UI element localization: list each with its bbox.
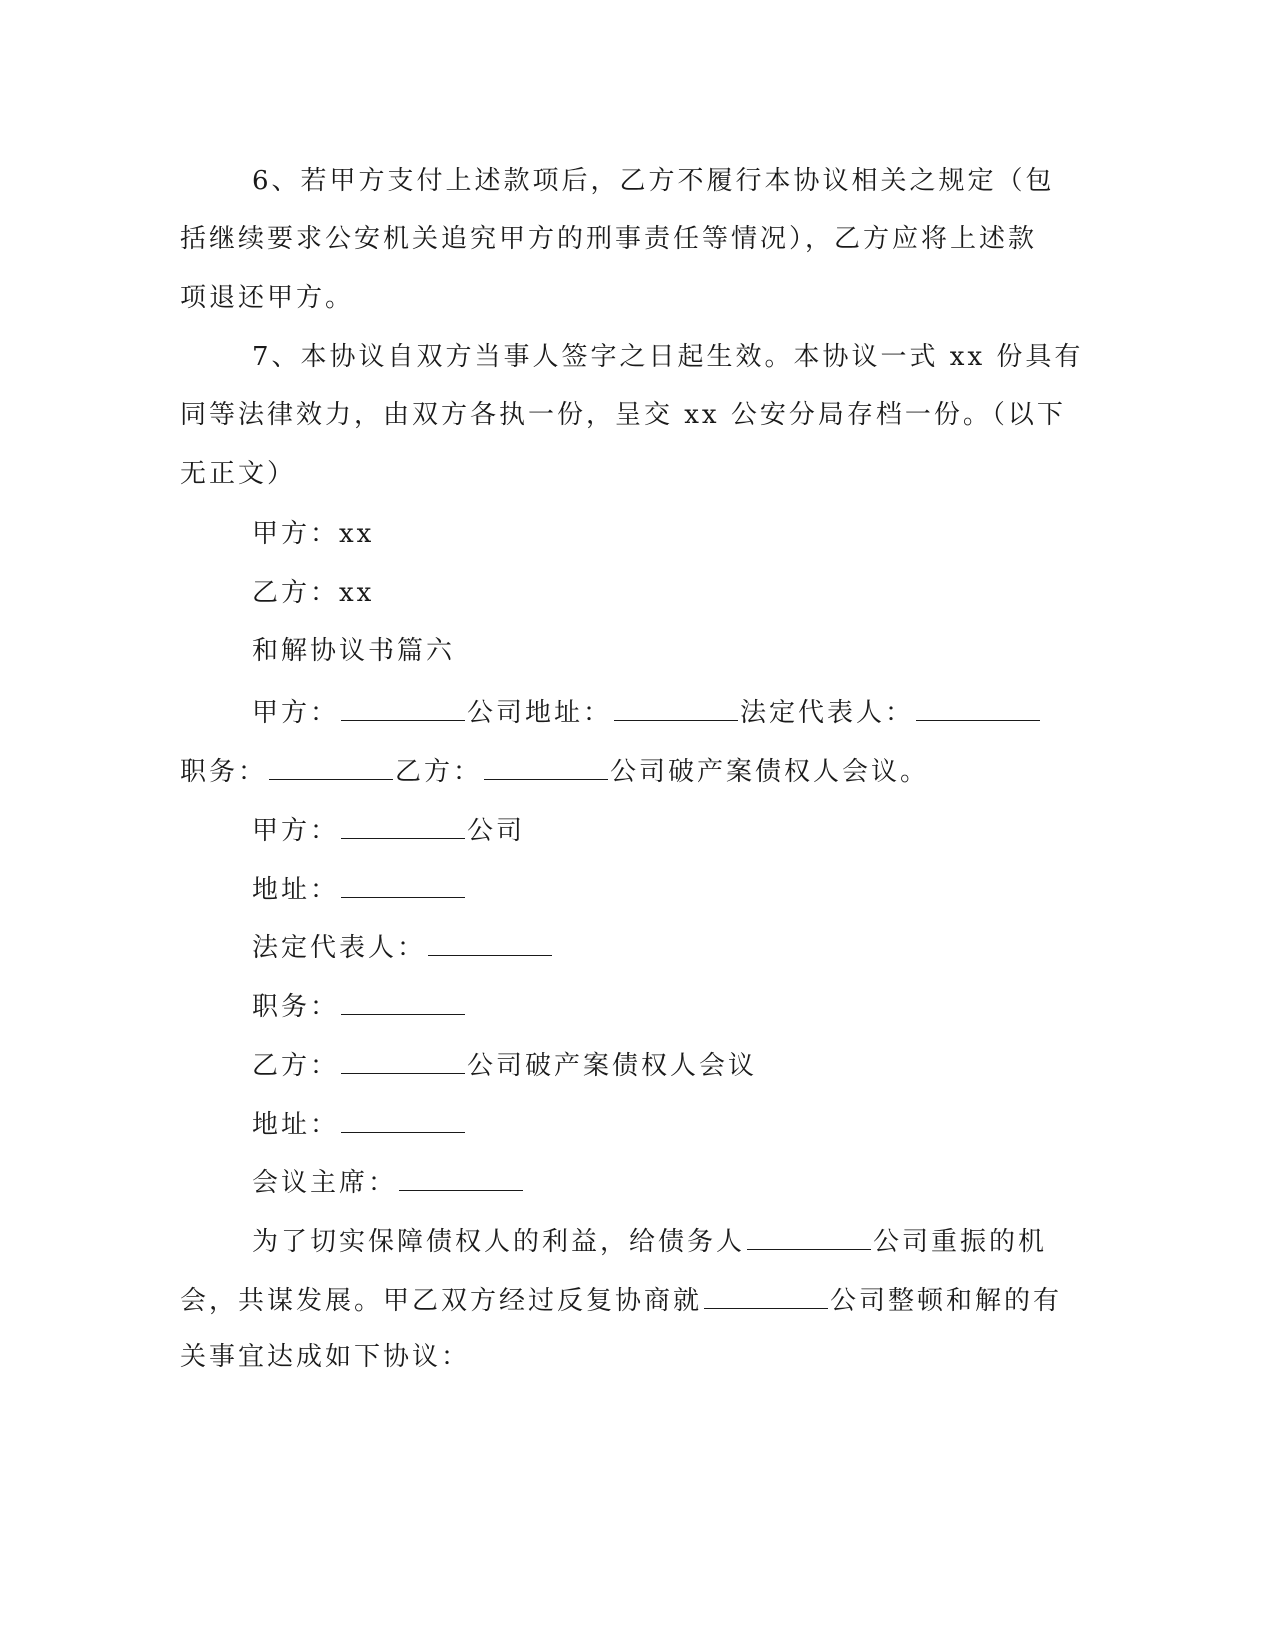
chair-blank	[399, 1162, 523, 1191]
position-label: 职务：	[180, 757, 268, 787]
position-blank	[269, 751, 393, 780]
preamble-line-2	[180, 1280, 1062, 1319]
party-a-position-blank	[341, 986, 465, 1015]
paragraph-6-line-3: 项退还甲方。	[180, 283, 355, 313]
creditors-meeting-text: 公司破产案债权人会议。	[610, 757, 930, 787]
header-line-2	[180, 751, 929, 790]
party-a-label: 甲方：	[252, 816, 340, 846]
rectification-company-blank	[704, 1280, 828, 1309]
party-a-company-line	[252, 810, 525, 849]
party-b-address-line	[252, 1104, 467, 1143]
paragraph-6-line-2: 括继续要求公安机关追究甲方的刑事责任等情况），乙方应将上述款	[180, 224, 1038, 254]
signature-party-b: 乙方：xx	[252, 578, 375, 608]
section-title: 和解协议书篇六	[252, 636, 456, 666]
paragraph-7-line-2: 同等法律效力，由双方各执一份，呈交 xx 公安分局存档一份。（以下	[180, 400, 1066, 430]
party-a-label: 甲方：	[252, 698, 340, 728]
party-b-company-blank	[341, 1045, 465, 1074]
party-a-legal-rep-blank	[428, 927, 552, 956]
address-label: 地址：	[252, 875, 340, 905]
paragraph-7-line-1: 7、本协议自双方当事人签字之日起生效。本协议一式 xx 份具有	[252, 342, 1084, 372]
preamble-line-1	[252, 1221, 1047, 1260]
party-a-legal-rep-line	[252, 927, 554, 966]
party-b-label: 乙方：	[252, 1051, 340, 1081]
position-label: 职务：	[252, 992, 340, 1022]
party-a-address-line	[252, 869, 467, 908]
party-a-address-blank	[341, 869, 465, 898]
meeting-chair-line	[252, 1162, 525, 1201]
paragraph-6-line-1: 6、若甲方支付上述款项后，乙方不履行本协议相关之规定（包	[252, 166, 1055, 196]
paragraph-7-line-3: 无正文）	[180, 459, 297, 489]
preamble-text: 公司重振的机	[873, 1227, 1048, 1257]
preamble-text: 公司整顿和解的有	[830, 1286, 1063, 1316]
debtor-company-blank	[747, 1221, 871, 1250]
party-b-blank	[484, 751, 608, 780]
header-line-1	[252, 692, 1042, 731]
creditors-meeting-text: 公司破产案债权人会议	[467, 1051, 758, 1081]
legal-rep-label: 法定代表人：	[252, 933, 427, 963]
preamble-line-3: 关事宜达成如下协议：	[180, 1342, 471, 1372]
party-b-address-blank	[341, 1104, 465, 1133]
company-suffix: 公司	[467, 816, 526, 846]
preamble-text: 为了切实保障债权人的利益，给债务人	[252, 1227, 746, 1257]
preamble-text: 会，共谋发展。甲乙双方经过反复协商就	[180, 1286, 703, 1316]
party-a-blank	[341, 692, 465, 721]
legal-rep-label: 法定代表人：	[740, 698, 915, 728]
party-b-company-line	[252, 1045, 757, 1084]
chair-label: 会议主席：	[252, 1168, 398, 1198]
address-label: 地址：	[252, 1110, 340, 1140]
party-a-position-line	[252, 986, 467, 1025]
company-address-blank	[614, 692, 738, 721]
company-address-label: 公司地址：	[467, 698, 613, 728]
party-b-label: 乙方：	[395, 757, 483, 787]
party-a-company-blank	[341, 810, 465, 839]
signature-party-a: 甲方：xx	[252, 519, 375, 549]
legal-rep-blank	[916, 692, 1040, 721]
